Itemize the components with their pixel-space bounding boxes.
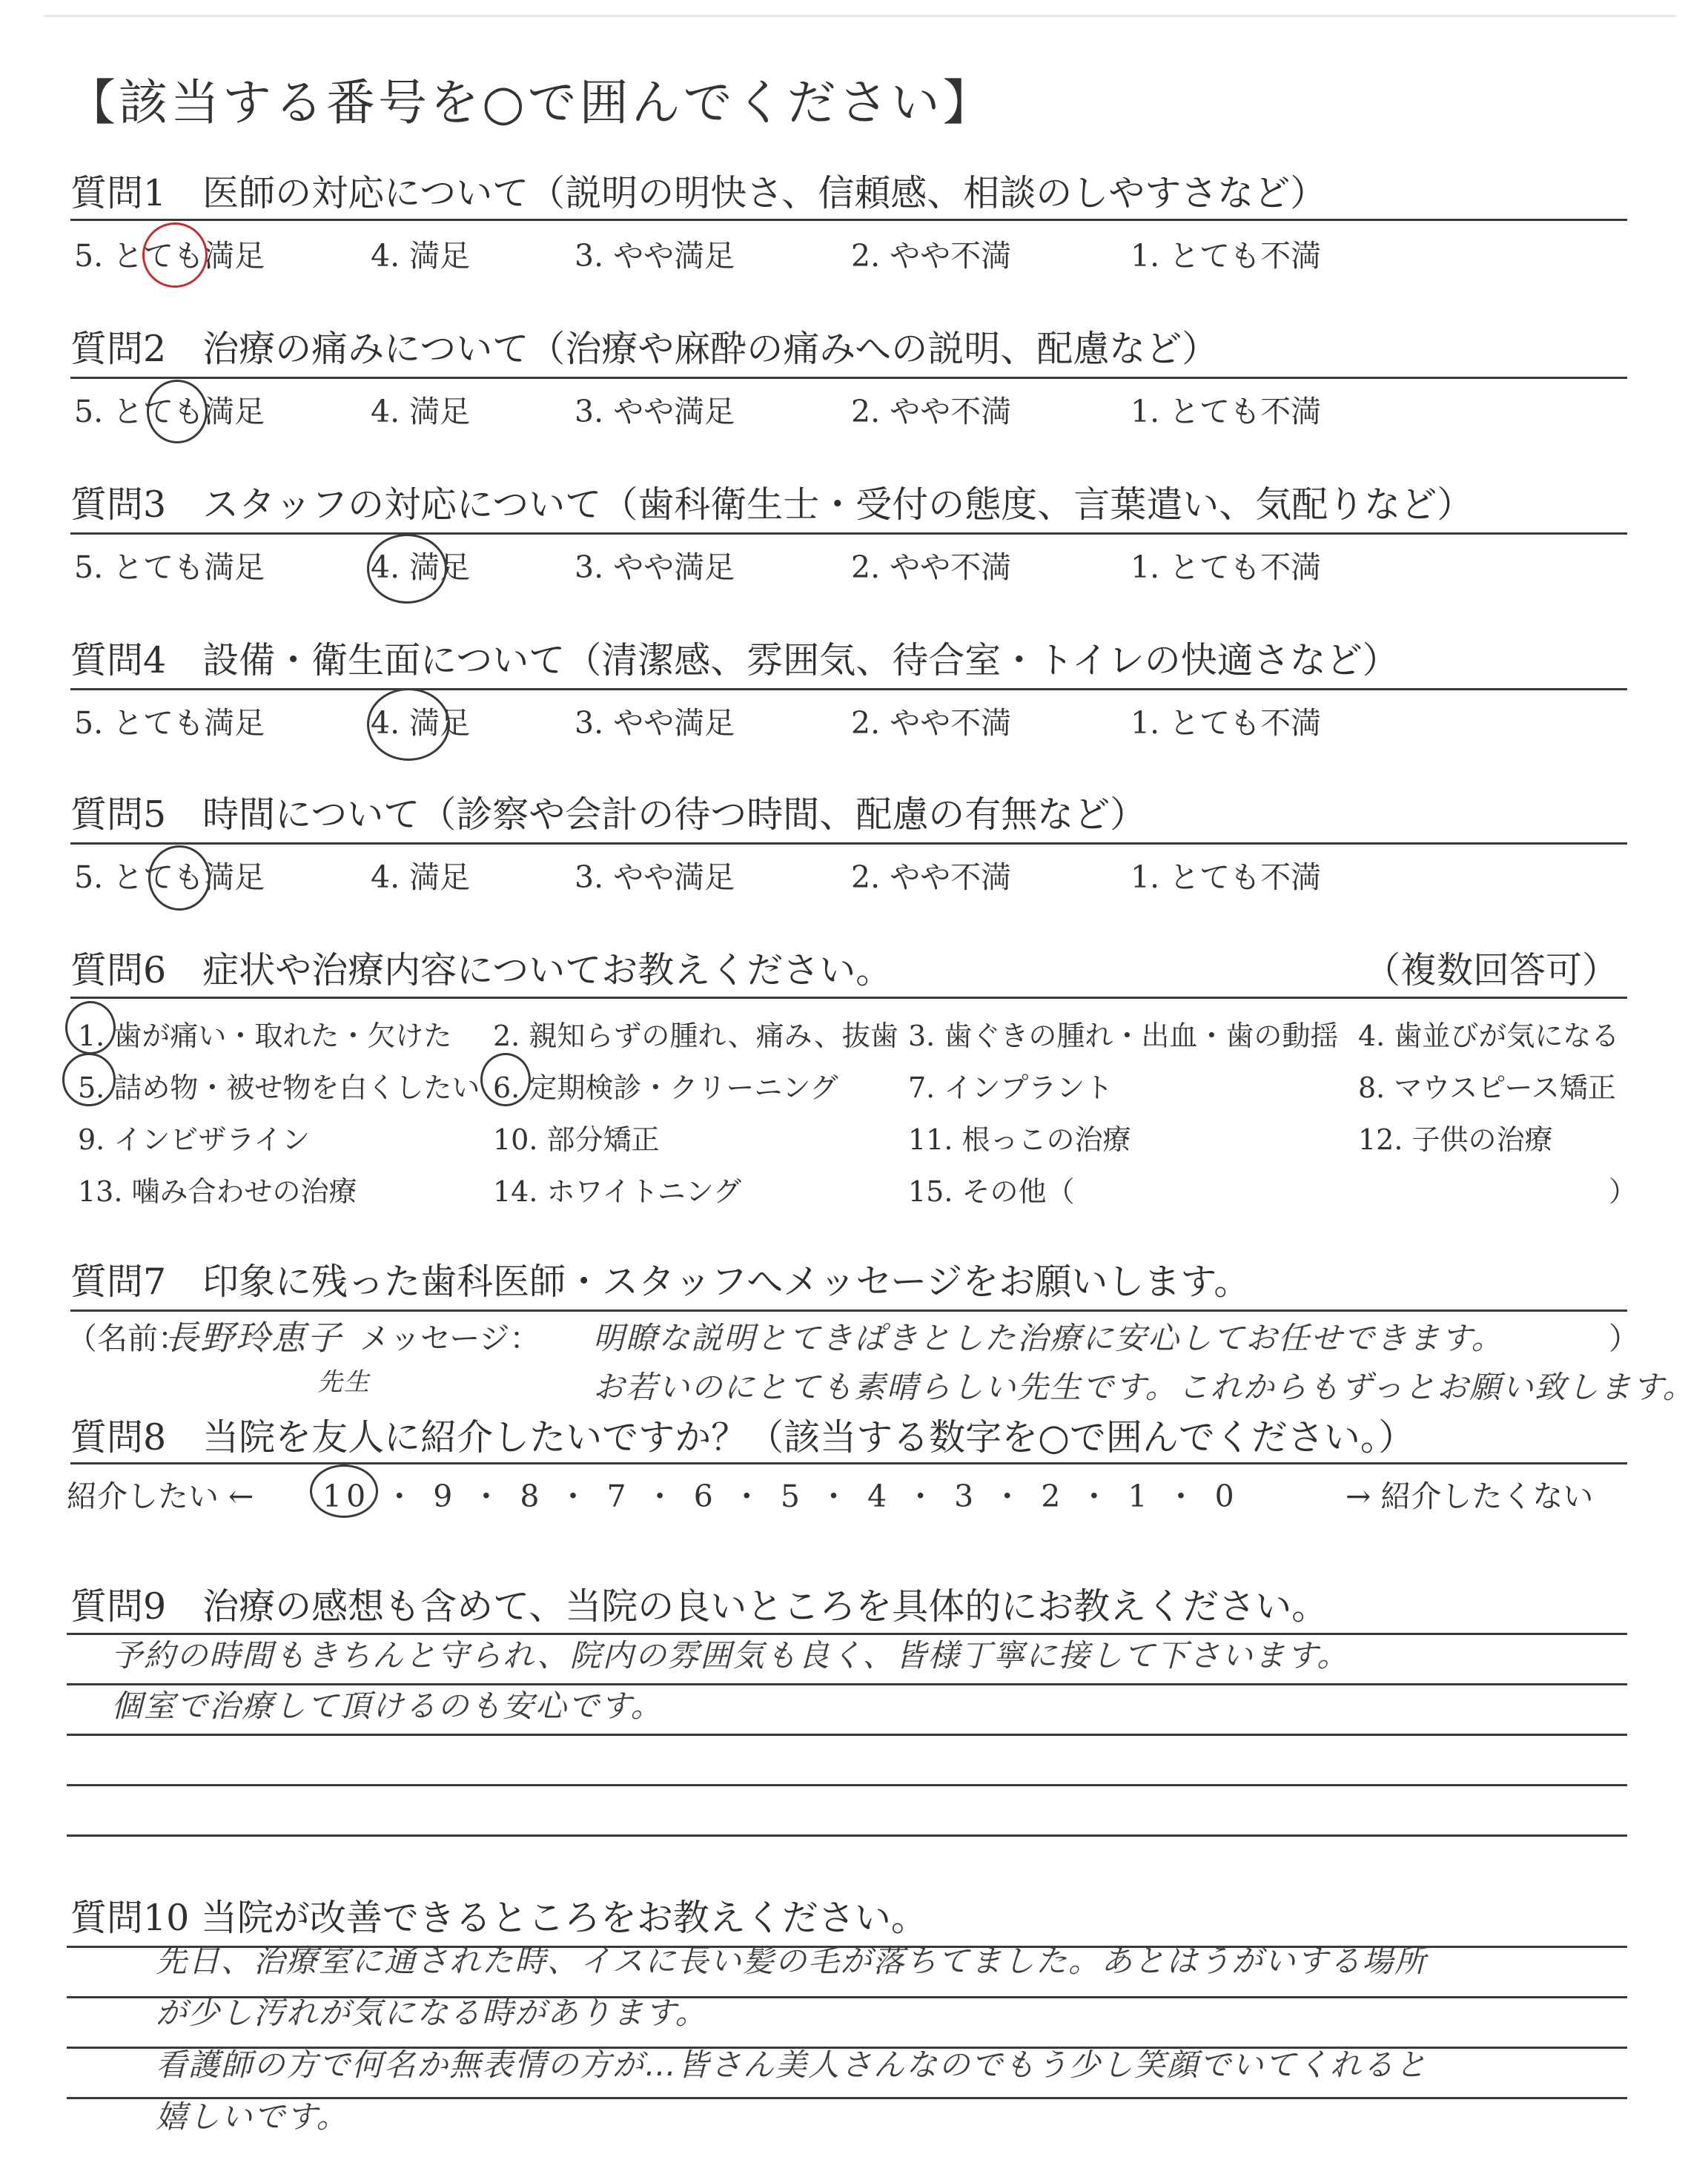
- q1-option-1[interactable]: 1. とても不満: [1131, 238, 1322, 274]
- q5-option-2[interactable]: 2. やや不満: [851, 859, 1012, 895]
- q3-option-1[interactable]: 1. とても不満: [1131, 549, 1322, 585]
- q2-option-3[interactable]: 3. やや満足: [575, 394, 735, 429]
- q6-option-10[interactable]: 10. 部分矯正: [493, 1123, 660, 1156]
- q5-title: 質問5 時間について（診察や会計の待つ時間、配慮の有無など）: [70, 793, 1147, 836]
- q10-answer-line1[interactable]: 先日、治療室に通された時、イスに長い髪の毛が落ちてました。あとはうがいする場所: [156, 1943, 1428, 1979]
- q8-scale[interactable]: 10 ・ 9 ・ 8 ・ 7 ・ 6 ・ 5 ・ 4 ・ 3 ・ 2 ・ 1 ・ 0: [322, 1479, 1239, 1514]
- q9-answer-line1[interactable]: 予約の時間もきちんと守られ、院内の雰囲気も良く、皆様丁寧に接して下さいます。: [111, 1637, 1350, 1674]
- q4-option-1[interactable]: 1. とても不満: [1131, 705, 1322, 741]
- q7-name-suffix: 先生: [317, 1367, 371, 1397]
- q6-title: 質問6 症状や治療内容についてお教えください。: [70, 949, 893, 991]
- q7-name-label: （名前：: [67, 1321, 188, 1356]
- q1-option-3[interactable]: 3. やや満足: [575, 238, 735, 274]
- q8-title: 質問8 当院を友人に紹介したいですか？（該当する数字を○で囲んでください。）: [70, 1416, 1415, 1459]
- q3-selected-circle: [367, 534, 447, 604]
- q1-title: 質問1 医師の対応について（説明の明快さ、信頼感、相談のしやすさなど）: [70, 172, 1327, 214]
- q5-option-3[interactable]: 3. やや満足: [575, 859, 735, 895]
- q6-option-12[interactable]: 12. 子供の治療: [1358, 1123, 1553, 1156]
- q4-option-4[interactable]: 4. 満足: [371, 705, 471, 741]
- q1-option-5[interactable]: 5. とても満足: [74, 238, 265, 274]
- q7-title: 質問7 印象に残った歯科医師・スタッフへメッセージをお願いします。: [70, 1261, 1251, 1303]
- q8-selected-circle: [310, 1464, 378, 1518]
- top-border: [44, 15, 1675, 17]
- q3-rule: [70, 532, 1627, 535]
- q5-option-4[interactable]: 4. 満足: [371, 859, 471, 895]
- q9-title: 質問9 治療の感想も含めて、当院の良いところを具体的にお教えください。: [70, 1585, 1328, 1628]
- q5-selected-circle: [148, 845, 211, 911]
- q3-option-4[interactable]: 4. 満足: [371, 549, 471, 585]
- q6-option-13[interactable]: 13. 噛み合わせの治療: [78, 1175, 357, 1208]
- q9-line-3: [67, 1734, 1627, 1736]
- q7-name-value[interactable]: 長野玲恵子: [165, 1318, 342, 1358]
- q5-option-5[interactable]: 5. とても満足: [74, 859, 265, 895]
- q3-title: 質問3 スタッフの対応について（歯科衛生士・受付の態度、言葉遣い、気配りなど）: [70, 483, 1474, 526]
- q6-option-3[interactable]: 3. 歯ぐきの腫れ・出血・歯の動揺: [908, 1020, 1339, 1052]
- q6-rule: [70, 997, 1627, 999]
- q8-left-label: 紹介したい ←: [67, 1479, 254, 1514]
- q6-option-11[interactable]: 11. 根っこの治療: [908, 1123, 1131, 1156]
- q7-message-line2[interactable]: お若いのにとても素晴らしい先生です。これからもずっとお願い致します。: [593, 1369, 1695, 1405]
- q1-option-4[interactable]: 4. 満足: [371, 238, 471, 274]
- q10-answer-line4[interactable]: 嬉しいです。: [156, 2098, 349, 2135]
- q6-option-4[interactable]: 4. 歯並びが気になる: [1358, 1020, 1620, 1052]
- q1-selected-circle: [142, 222, 208, 288]
- q6-selected-circle-6: [480, 1053, 531, 1106]
- q7-message-line1[interactable]: 明瞭な説明とてきぱきとした治療に安心してお任せできます。: [593, 1320, 1504, 1356]
- q3-option-5[interactable]: 5. とても満足: [74, 549, 265, 585]
- q4-option-2[interactable]: 2. やや不満: [851, 705, 1012, 741]
- q2-option-1[interactable]: 1. とても不満: [1131, 394, 1322, 429]
- q2-title: 質問2 治療の痛みについて（治療や麻酔の痛みへの説明、配慮など）: [70, 328, 1219, 370]
- q5-option-1[interactable]: 1. とても不満: [1131, 859, 1322, 895]
- q2-selected-circle: [147, 380, 208, 443]
- q4-rule: [70, 688, 1627, 690]
- q6-option-5[interactable]: 5. 詰め物・被せ物を白くしたい: [78, 1071, 480, 1104]
- q6-option-15[interactable]: 15. その他（: [908, 1175, 1075, 1208]
- q9-line-4: [67, 1784, 1627, 1786]
- q6-selected-circle-5: [62, 1053, 116, 1106]
- q10-answer-line3[interactable]: 看護師の方で何名か無表情の方が…皆さん美人さんなのでもう少し笑顔でいてくれると: [156, 2047, 1429, 2083]
- q10-answer-line2[interactable]: が少し汚れが気になる時があります。: [156, 1995, 708, 2031]
- q3-option-3[interactable]: 3. やや満足: [575, 549, 735, 585]
- q4-option-3[interactable]: 3. やや満足: [575, 705, 735, 741]
- q8-right-label: → 紹介したくない: [1345, 1479, 1594, 1514]
- q7-close-paren: ）: [1609, 1321, 1639, 1356]
- page-title: 【該当する番号を○で囲んでください】: [67, 74, 995, 131]
- q4-title: 質問4 設備・衛生面について（清潔感、雰囲気、待合室・トイレの快適さなど）: [70, 639, 1399, 681]
- q6-selected-circle-1: [65, 1001, 116, 1054]
- q6-option-7[interactable]: 7. インプラント: [908, 1071, 1113, 1104]
- q6-option-14[interactable]: 14. ホワイトニング: [493, 1175, 742, 1208]
- q9-line-5: [67, 1834, 1627, 1837]
- q6-option-9[interactable]: 9. インビザライン: [78, 1123, 311, 1156]
- q4-option-5[interactable]: 5. とても満足: [74, 705, 265, 741]
- q7-message-label: メッセージ：: [360, 1321, 540, 1356]
- q5-rule: [70, 842, 1627, 845]
- q1-rule: [70, 219, 1627, 221]
- q6-option-8[interactable]: 8. マウスピース矯正: [1358, 1071, 1616, 1104]
- q2-option-4[interactable]: 4. 満足: [371, 394, 471, 429]
- q6-option-6[interactable]: 6. 定期検診・クリーニング: [493, 1071, 838, 1104]
- q2-option-2[interactable]: 2. やや不満: [851, 394, 1012, 429]
- q3-option-2[interactable]: 2. やや不満: [851, 549, 1012, 585]
- q8-rule: [70, 1462, 1627, 1464]
- q4-selected-circle: [367, 688, 450, 761]
- q9-answer-line2[interactable]: 個室で治療して頂けるのも安心です。: [111, 1688, 663, 1724]
- q6-option-1[interactable]: 1. 歯が痛い・取れた・欠けた: [78, 1020, 452, 1052]
- q6-option-15-close: ）: [1609, 1175, 1638, 1208]
- q2-rule: [70, 377, 1627, 379]
- q1-option-2[interactable]: 2. やや不満: [851, 238, 1012, 274]
- q2-option-5[interactable]: 5. とても満足: [74, 394, 265, 429]
- q10-title: 質問10 当院が改善できるところをお教えください。: [70, 1897, 927, 1939]
- q6-multiple-note: （複数回答可）: [1364, 949, 1619, 991]
- q6-option-2[interactable]: 2. 親知らずの腫れ、痛み、抜歯: [493, 1020, 898, 1052]
